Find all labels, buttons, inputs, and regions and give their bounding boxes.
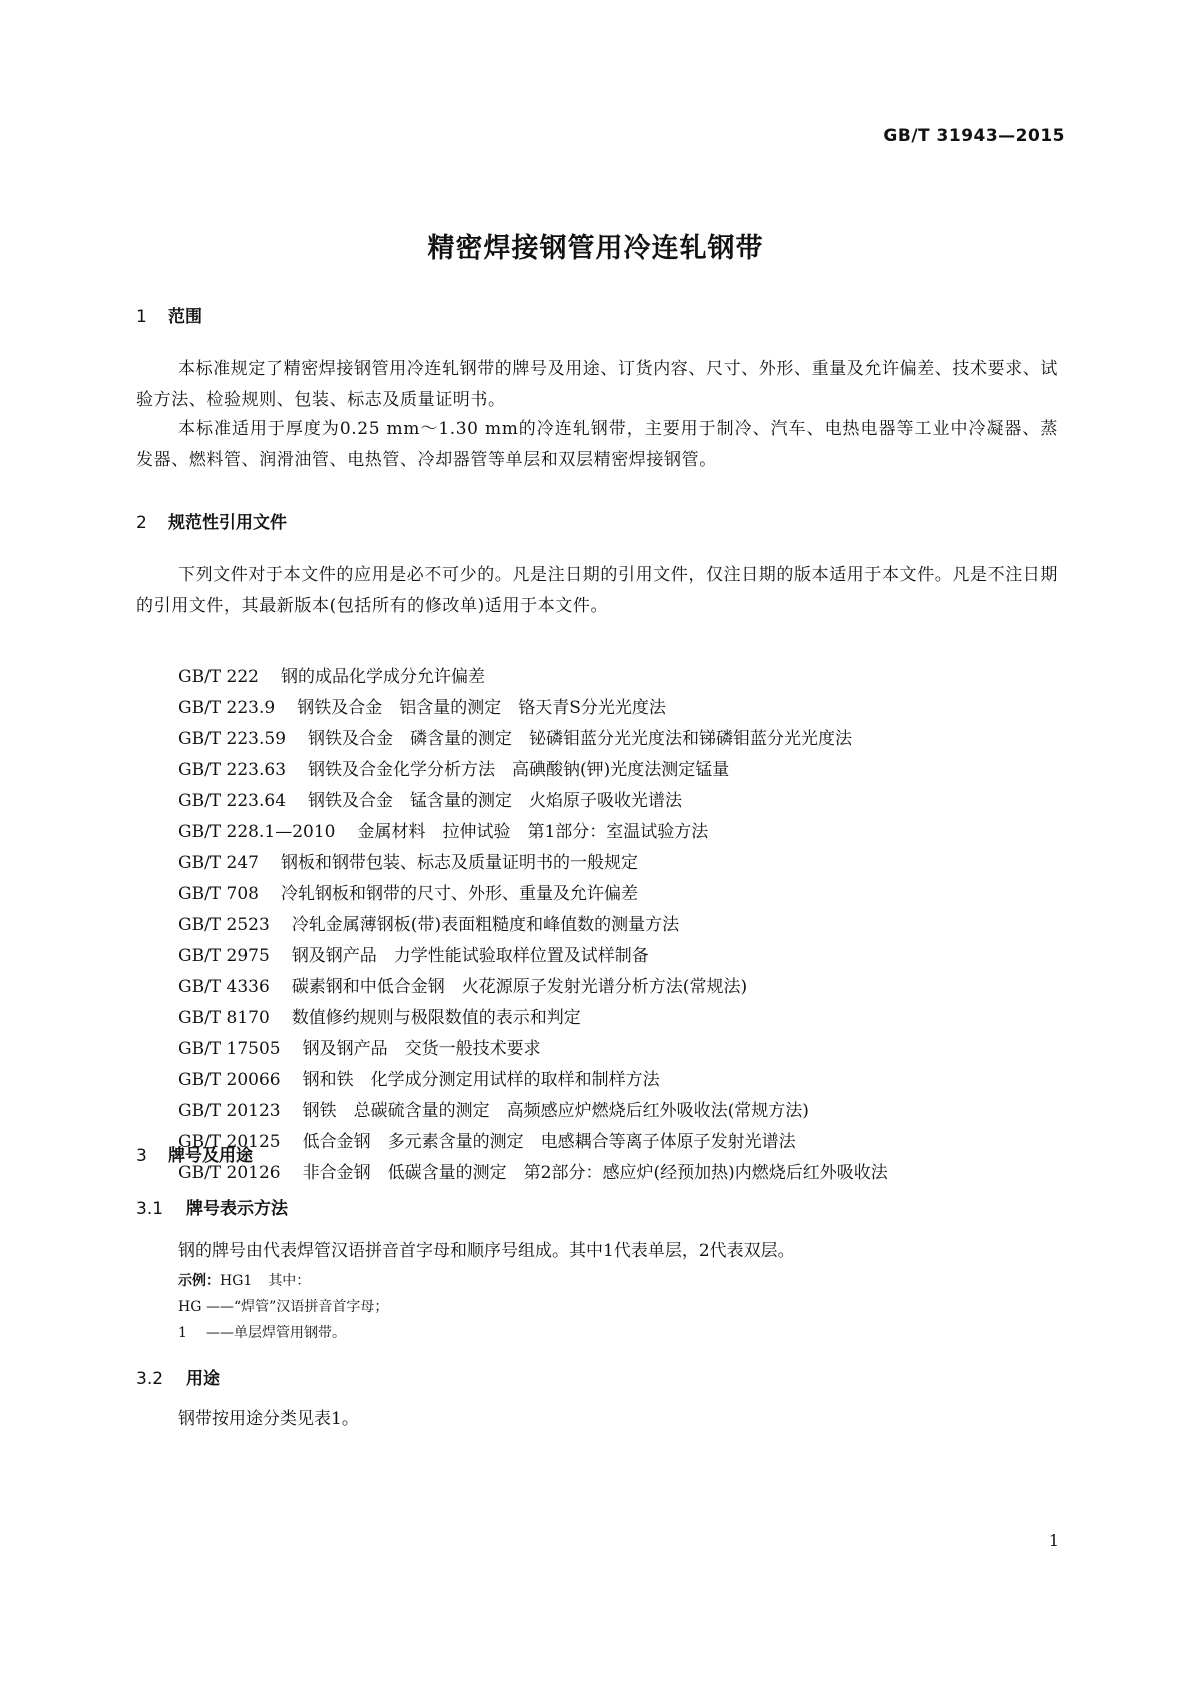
example-label: 示例： <box>178 1273 220 1289</box>
reference-item: GB/T 247 钢板和钢带包装、标志及质量证明书的一般规定 <box>178 853 638 873</box>
reference-item: GB/T 223.59 钢铁及合金 磷含量的测定 铋磷钼蓝分光光度法和锑磷钼蓝分光光度法 <box>178 729 853 749</box>
reference-item: GB/T 4336 碳素钢和中低合金钢 火花源原子发射光谱分析方法(常规法) <box>178 977 748 997</box>
reference-item: GB/T 8170 数值修约规则与极限数值的表示和判定 <box>178 1008 581 1028</box>
reference-item: GB/T 223.64 钢铁及合金 锰含量的测定 火焰原子吸收光谱法 <box>178 791 683 811</box>
reference-item: GB/T 2523 冷轧金属薄钢板(带)表面粗糙度和峰值数的测量方法 <box>178 915 680 935</box>
reference-item: GB/T 20066 钢和铁 化学成分测定用试样的取样和制样方法 <box>178 1070 660 1090</box>
reference-item: GB/T 17505 钢及钢产品 交货一般技术要求 <box>178 1039 541 1059</box>
section-3-1-title: 牌号表示方法 <box>186 1199 288 1219</box>
reference-item: GB/T 222 钢的成品化学成分允许偏差 <box>178 667 485 687</box>
example-note: 其中： <box>268 1273 311 1289</box>
section-2-title: 规范性引用文件 <box>168 513 287 533</box>
reference-item: GB/T 20126 非合金钢 低碳含量的测定 第2部分：感应炉(经预加热)内燃烧后红外吸收法 <box>178 1163 888 1183</box>
standard-code: GB/T 31943—2015 <box>883 126 1065 146</box>
section-1-number: 1 <box>136 307 147 327</box>
scope-paragraph-1: 本标准规定了精密焊接钢管用冷连轧钢带的牌号及用途、订货内容、尺寸、外形、重量及允许偏差、技术要求、试验方法、检验规则、包装、标志及质量证明书。 <box>136 359 1058 410</box>
grade-designation-text: 钢的牌号由代表焊管汉语拼音首字母和顺序号组成。其中1代表单层，2代表双层。 <box>178 1241 795 1261</box>
document-title: 精密焊接钢管用冷连轧钢带 <box>427 233 764 264</box>
section-3-number: 3 <box>136 1146 147 1166</box>
reference-item: GB/T 20123 钢铁 总碳硫含量的测定 高频感应炉燃烧后红外吸收法(常规方法) <box>178 1101 809 1121</box>
example-line <box>178 1268 310 1294</box>
example-definition: HG ——“焊管”汉语拼音首字母； <box>178 1299 389 1315</box>
section-3-title: 牌号及用途 <box>168 1146 253 1166</box>
section-3-2-heading <box>136 1364 220 1389</box>
example-definition: 1 ——单层焊管用钢带。 <box>178 1325 346 1341</box>
reference-item: GB/T 223.63 钢铁及合金化学分析方法 高碘酸钠(钾)光度法测定锰量 <box>178 760 730 780</box>
reference-item: GB/T 228.1—2010 金属材料 拉伸试验 第1部分：室温试验方法 <box>178 822 709 842</box>
reference-item: GB/T 2975 钢及钢产品 力学性能试验取样位置及试样制备 <box>178 946 649 966</box>
section-1-title: 范围 <box>168 307 202 327</box>
scope-paragraph-2: 本标准适用于厚度为0.25 mm～1.30 mm的冷连轧钢带，主要用于制冷、汽车、电热电器等工业中冷凝器、蒸发器、燃料管、润滑油管、电热管、冷却器管等单层和双层精密焊接钢管。 <box>136 419 1058 470</box>
page-number: 1 <box>1048 1531 1059 1550</box>
section-3-1-heading <box>136 1194 288 1219</box>
section-1-heading <box>136 302 202 327</box>
usage-text: 钢带按用途分类见表1。 <box>178 1409 359 1429</box>
example-value: HG1 <box>220 1273 253 1289</box>
section-3-2-title: 用途 <box>186 1369 220 1389</box>
reference-item: GB/T 20125 低合金钢 多元素含量的测定 电感耦合等离子体原子发射光谱法 <box>178 1132 796 1152</box>
section-3-2-number: 3.2 <box>136 1369 164 1389</box>
section-2-heading <box>136 508 287 533</box>
references-intro: 下列文件对于本文件的应用是必不可少的。凡是注日期的引用文件，仅注日期的版本适用于本文件。凡是不注日期的引用文件，其最新版本(包括所有的修改单)适用于本文件。 <box>136 565 1058 616</box>
reference-list <box>178 662 888 1189</box>
section-3-1-number: 3.1 <box>136 1199 164 1219</box>
section-2-number: 2 <box>136 513 147 533</box>
reference-item: GB/T 223.9 钢铁及合金 铝含量的测定 铬天青S分光光度法 <box>178 698 666 718</box>
section-3-heading <box>136 1141 253 1166</box>
reference-item: GB/T 708 冷轧钢板和钢带的尺寸、外形、重量及允许偏差 <box>178 884 638 904</box>
